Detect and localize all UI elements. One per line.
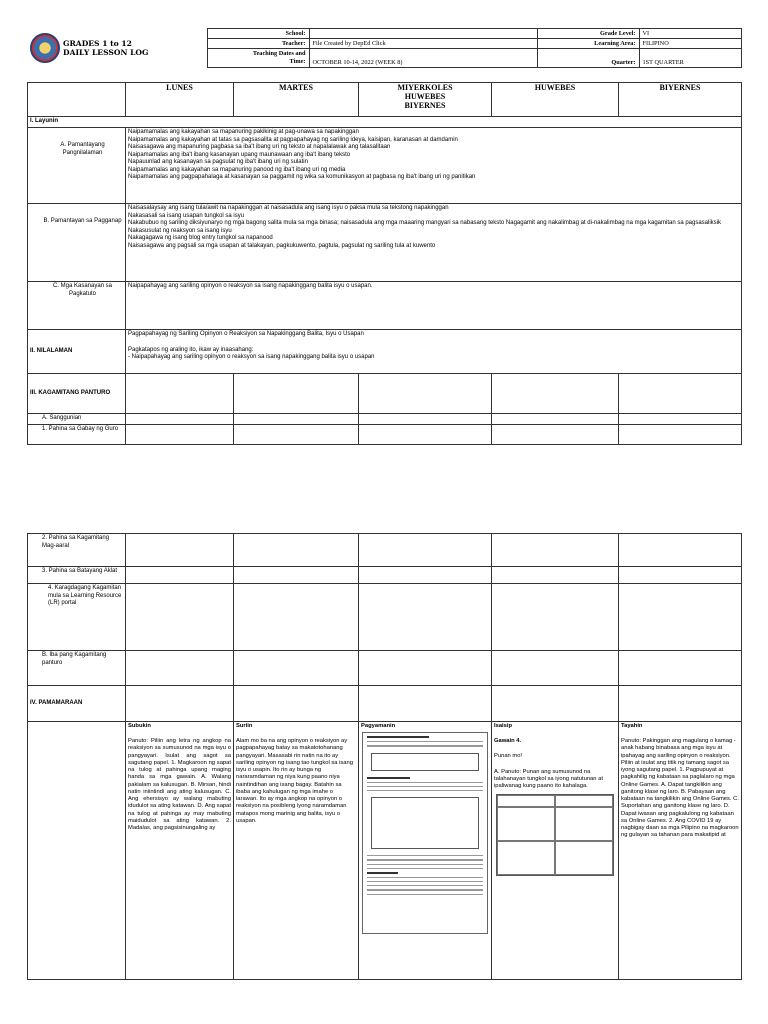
pamamaraan-label: IV. PAMAMARAAN <box>28 686 126 722</box>
kagamitang-panturo-label: III. KAGAMITANG PANTURO <box>28 374 126 414</box>
lr-portal-label: 4. Karagdagang Kagamitan mula sa Learning Resource (LR) portal <box>28 584 126 651</box>
grade-label: Grade Level: <box>537 29 639 39</box>
teacher-value: File Created by DepEd Click <box>309 39 537 49</box>
isaisip-worksheet-table <box>496 794 614 876</box>
iba-pang-kagamitan-label: B. Iba pang Kagamitang panturo <box>28 651 126 686</box>
tayahin-cell <box>619 722 742 980</box>
suriin-cell <box>234 722 359 980</box>
day-header-biyernes: BIYERNES <box>619 83 742 117</box>
sanggunian-label: A. Sanggunian <box>28 414 126 425</box>
isaisip-gawain: Gawain 4. <box>494 738 522 745</box>
dates-value: OCTOBER 10-14, 2022 (WEEK 8) <box>309 49 537 68</box>
pamantayan-sa-pagganap-content: Naisasalaysay ang isang tula/awit na napakinggan at naisasadula ang isang isyu o paksa mula sa tekstong napakinggan Nakasasali sa isang usapan tungkol sa isyu Nakabubuo ng sariling diksiyunaryo ng mga bagong salita mula sa mga binasa; naisasadula ang mga maaaring mangyari sa nabasang teksto Nagagamit ang nakalimbag at di-nakalimbag na mga kagamitan sa pagsasaliksik Nakasusulat ng reaksyon sa isang isyu Nakagagawa ng isang blog entry tungkol sa napanood Naisasagawa ang pagsali sa mga usapan at talakayan, pagkukuwento, pagtula, pagsulat ng sariling tula at kuwento <box>126 204 742 282</box>
subukin-text: Panuto: Piliin ang letra ng angkop na reaksiyon sa sumusunod na mga isyu o pangyayari. Isulat ang sagot sa sagutang papel. 1. Magkaroon ng sapat na tulog at pahinga upang maging handa sa mga gawain. A. Walang pakialam sa kalusugan. B. Mirsan, hindi natin iniintindi ang ating kalusugan. C. Ang ehersisyo ay walang mabuting idudulot sa ating katawan. D. Ang sapat na tulog at pahinga ay may mabuting maidudulot sa ating katawan. 2. Madalas, ang pagsisinungaling ay <box>128 738 231 832</box>
subukin-cell <box>126 722 234 980</box>
quarter-value: 1ST QUARTER <box>639 58 741 68</box>
kasanayan-label: C. Mga Kasanayan sa Pagkatuto <box>28 282 126 330</box>
tayahin-text: Panuto: Pakinggan ang magulang o kamag - anak habang binabasa ang mga isyu at ipahayag ang sariling opinyon o reaksiyon. Piliin at isulat ang titik ng tamang sagot sa iyong sagutang papel. 1. Pagpupuyat at pagkahilig ng kabataan sa paglalaro ng mga Online Games. A. Dapat tangkilikin ang ganitong klase ng laro. B. Pabayaan ang kabataan na tangkilikin ang Online Games. C. Suportahan ang ganitong klase ng laro. D. Dapat iwasan ang pagkalulong ng kabataan sa Online Games. 2. Ang COVID 19 ay nagbigay daan sa mga Pilipino na magkaroon ng gulayan sa tahanan para makatipid at <box>621 738 739 839</box>
school-value <box>309 29 537 39</box>
batayang-aklat-label: 3. Pahina sa Batayang Aklat <box>28 567 126 584</box>
header-logo-cell <box>27 29 207 68</box>
pagyamanin-title: Pagyamanin <box>361 723 396 729</box>
isaisip-cell <box>492 722 619 980</box>
day-header-martes: MARTES <box>234 83 359 117</box>
pamantayang-pangnilalaman-content: Naipamamalas ang kakayahan sa mapanuring pakikinig at pag-unawa sa napakinggan Naipamamalas ang kakayahan at tatas sa pagsasalita at pagpapahayag ng sariling ideya, kaisipan, karanasan at damdamin Naisasagawa ang mapanuring pagbasa sa iba't ibang uri ng teksto at napalalawak ang talasalitaan Naipamamalas ang iba't ibang kasanayan upang maunawaan ang iba't ibang teksto Napauunlad ang kasanayan sa pagsulat ng iba't ibang uri ng sulatin Naipamamalas ang kakayahan sa mapanuring panood ng iba't ibang uri ng media Naipamamalas ang pagpapahalaga at kasanayan sa paggamit ng wika sa komunikasyon at pagbasa ng iba't ibang uri ng panitikan <box>126 128 742 204</box>
gabay-ng-guro-label: 1. Pahina sa Gabay ng Guro <box>28 424 126 444</box>
school-label: School: <box>207 29 309 39</box>
deped-seal-icon <box>30 33 60 63</box>
quarter-label: Quarter: <box>537 58 639 68</box>
nilalaman-content: Pagpapahayag ng Sariling Opinyon o Reaksiyon sa Napakinggang Balita, Isyu o Usapan Pagkatapos ng araling ito, ikaw ay inaasahang: - Naipapahayag ang sariling opinyon o reaksyon sa isang napakinggang balita isyu o usapan <box>126 330 742 374</box>
worksheet-thumbnail <box>362 732 488 934</box>
pamantayang-pangnilalaman-label: A. Pamantayang Pangnilalaman <box>28 128 126 204</box>
area-label: Learning Area: <box>537 39 639 49</box>
lesson-table-part1 <box>27 82 742 445</box>
kagamitang-mag-aaral-label: 2. Pahina sa Kagamitang Mag-aaral <box>28 534 126 567</box>
area-value: FILIPINO <box>639 39 741 49</box>
day-header-huwebes: HUWEBES <box>492 83 619 117</box>
lesson-table-part2 <box>27 533 742 980</box>
day-header-lunes: LUNES <box>126 83 234 117</box>
nilalaman-label: II. NILALAMAN <box>28 330 126 374</box>
isaisip-title: Isaisip <box>494 723 513 729</box>
day-header-miyerkoles: MIYERKOLES HUWEBES BIYERNES <box>359 83 492 117</box>
pagyamanin-cell <box>359 722 492 980</box>
teacher-label: Teacher: <box>207 39 309 49</box>
suriin-text: Alam mo ba na ang opinyon o reaksiyon ay pagpapahayag batay sa makatotohanang pangyayari. Masasabi rin natin na ito ay sariling opinyon ng isang tao tungkol sa isang isyu o usapin. Ito rin ay bunga ng nararamdaman ng niya kung paano niya naintindihan ang isang bagay. Batahin sa ibaba ang kahulugan ng mga imahe o larawan. Ito ay mga angkop na opinyon o reaksiyon na posibleng iyong naramdaman matapos mong marinig ang balita, isyu o usapan. <box>236 738 353 824</box>
pamantayan-sa-pagganap-label: B. Pamantayan sa Pagganap <box>28 204 126 282</box>
grade-value: VI <box>639 29 741 39</box>
header-table <box>27 28 742 68</box>
isaisip-text: A. Panuto: Punan ang sumusunod na talahanayan tungkol sa iyong natutunan at ipaliwanag kung paano ito kahalaga. <box>494 768 603 790</box>
kasanayan-content: Naipapahayag ang sariling opinyon o reaksyon sa isang napakinggang balita isyu o usapan. <box>126 282 742 330</box>
subukin-title: Subukin <box>128 723 151 729</box>
suriin-title: Suriin <box>236 723 253 729</box>
brand-title: GRADES 1 to 12 DAILY LESSON LOG <box>63 38 149 57</box>
tayahin-title: Tayahin <box>621 723 643 729</box>
isaisip-punan: Punan mo! <box>494 753 523 760</box>
dates-label: Teaching Dates and Time: <box>207 49 309 68</box>
layunin-heading: I. Layunin <box>28 117 742 128</box>
